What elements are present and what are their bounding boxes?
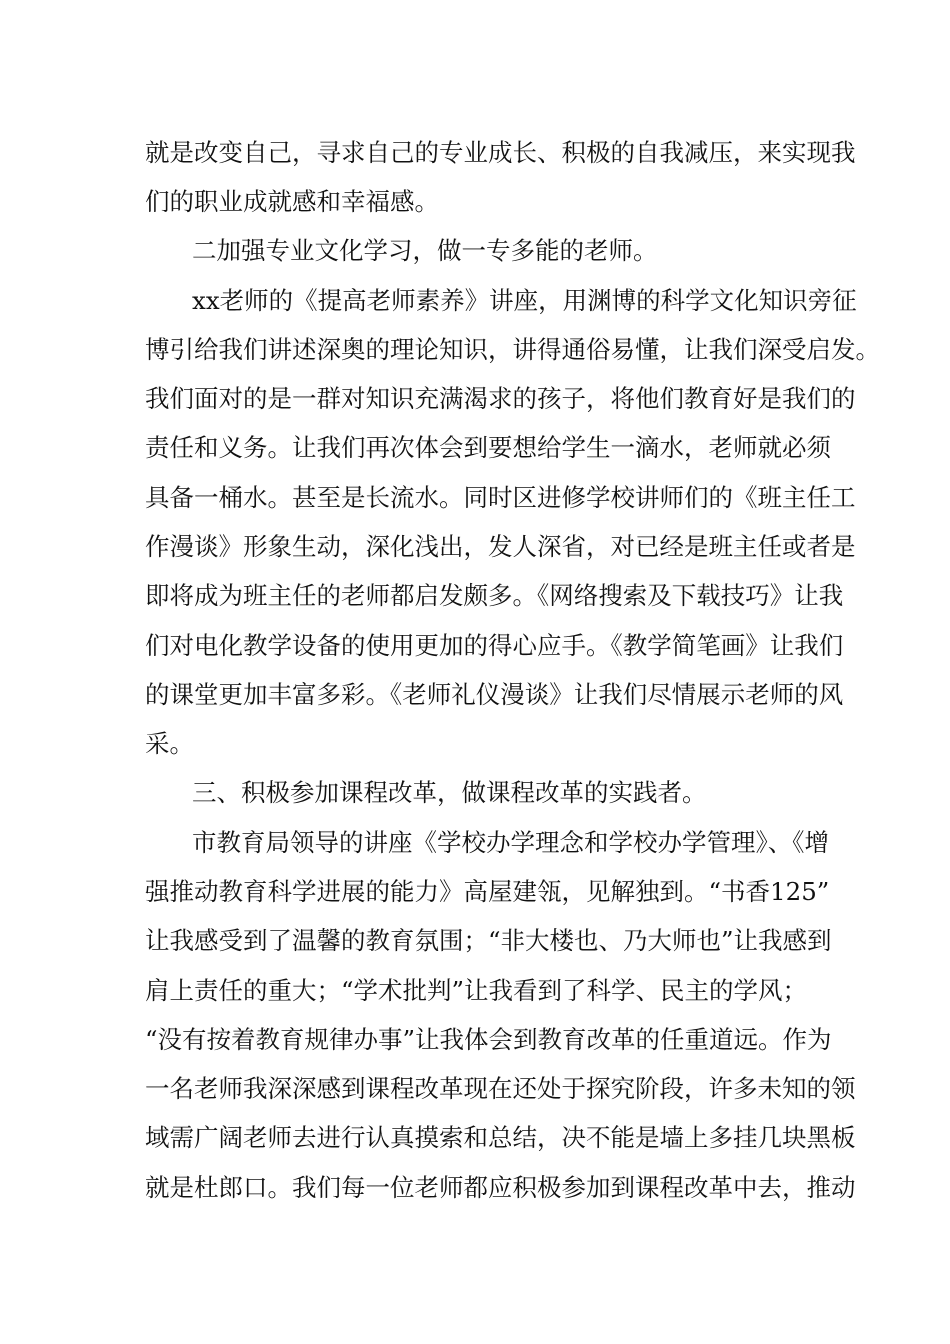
text-line: 我们面对的是一群对知识充满渴求的孩子，将他们教育好是我们的 — [145, 384, 856, 413]
text-line: 博引给我们讲述深奥的理论知识，讲得通俗易懂，让我们深受启发。 — [145, 335, 880, 364]
text-line: “没有按着教育规律办事”让我体会到教育改革的任重道远。作为 — [145, 1025, 832, 1054]
text-line: 采。 — [145, 729, 194, 758]
text-line: 具备一桶水。甚至是长流水。同时区进修学校讲师们的《班主任工 — [145, 483, 856, 512]
text-line: 一名老师我深深感到课程改革现在还处于探究阶段，许多未知的领 — [145, 1074, 856, 1103]
text-line: 就是杜郎口。我们每一位老师都应积极参加到课程改革中去，推动 — [145, 1173, 856, 1202]
text-line: 们的职业成就感和幸福感。 — [145, 187, 439, 216]
text-line: 责任和义务。让我们再次体会到要想给学生一滴水，老师就必须 — [145, 433, 831, 462]
text-line: xx老师的《提高老师素养》讲座，用渊博的科学文化知识旁征 — [192, 286, 857, 315]
text-line: 的课堂更加丰富多彩。《老师礼仪漫谈》让我们尽情展示老师的风 — [145, 680, 844, 709]
text-line: 强推动教育科学进展的能力》高屋建瓴，见解独到。“书香125” — [145, 877, 830, 906]
text-line: 们对电化教学设备的使用更加的得心应手。《教学简笔画》让我们 — [145, 631, 844, 660]
text-line: 作漫谈》形象生动，深化浅出，发人深省，对已经是班主任或者是 — [145, 532, 856, 561]
text-line: 就是改变自己，寻求自己的专业成长、积极的自我减压，来实现我 — [145, 138, 856, 167]
text-line: 域需广阔老师去进行认真摸索和总结，决不能是墙上多挂几块黑板 — [145, 1123, 856, 1152]
section-heading: 三、积极参加课程改革，做课程改革的实践者。 — [192, 778, 707, 807]
text-line: 肩上责任的重大；“学术批判”让我看到了科学、民主的学风； — [145, 976, 808, 1005]
text-line: 即将成为班主任的老师都启发颇多。《网络搜索及下载技巧》让我 — [145, 581, 844, 610]
section-heading: 二加强专业文化学习，做一专多能的老师。 — [192, 236, 658, 265]
text-line: 让我感受到了温馨的教育氛围；“非大楼也、乃大师也”让我感到 — [145, 926, 832, 955]
text-line: 市教育局领导的讲座《学校办学理念和学校办学管理》、《增 — [192, 828, 829, 857]
